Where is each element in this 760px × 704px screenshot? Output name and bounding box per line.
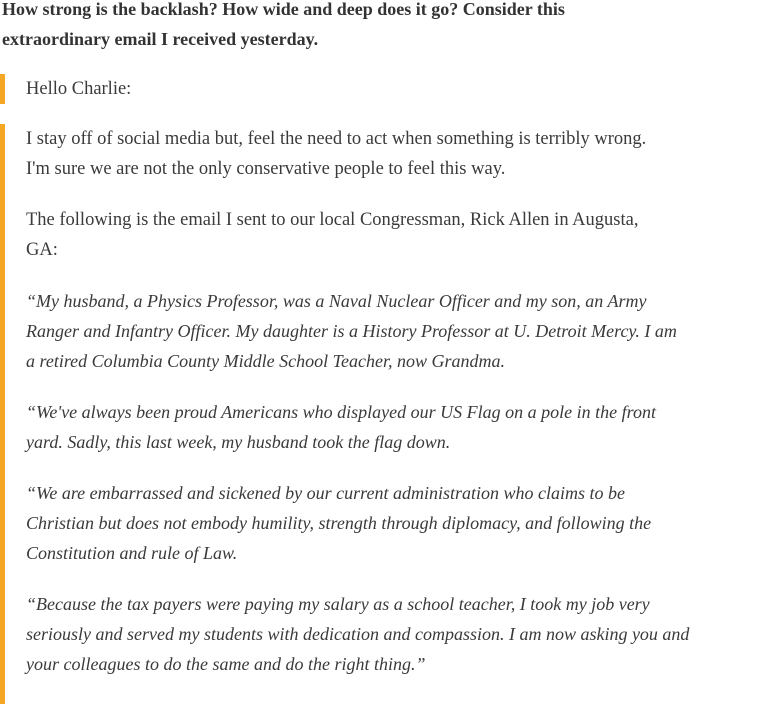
intro-line: extraordinary email I received yesterday. [2, 29, 319, 49]
paragraph-line: Constitution and rule of Law. [26, 543, 238, 563]
paragraph-line: “We've always been proud Americans who displayed our US Flag on a pole in the front [26, 402, 656, 422]
email-paragraph [26, 124, 740, 184]
paragraph-line: The following is the email I sent to our local Congressman, Rick Allen in Augusta, [26, 210, 639, 230]
intro-paragraph [2, 0, 742, 54]
paragraph-line: GA: [26, 240, 58, 260]
paragraph-line: “We are embarrassed and sickened by our current administration who claims to be [26, 483, 625, 503]
paragraph-line: “My husband, a Physics Professor, was a Naval Nuclear Officer and my son, an Army [26, 291, 647, 311]
paragraph-line: yard. Sadly, this last week, my husband took the flag down. [26, 432, 451, 452]
greeting-text: Hello Charlie: [26, 79, 132, 99]
paragraph-line: I'm sure we are not the only conservative people to feel this way. [26, 159, 506, 179]
paragraph-line: your colleagues to do the same and do the right thing.” [26, 654, 426, 674]
paragraph-line: seriously and served my students with dedication and compassion. I am now asking you and [26, 624, 690, 644]
quoted-paragraph [26, 397, 740, 457]
paragraph-line: a retired Columbia County Middle School Teacher, now Grandma. [26, 351, 505, 371]
paragraph-line: “Because the tax payers were paying my salary as a school teacher, I took my job very [26, 594, 650, 614]
paragraph-line: I stay off of social media but, feel the need to act when something is terribly wrong. [26, 129, 647, 149]
greeting-blockquote [0, 74, 740, 104]
quoted-paragraph [26, 589, 740, 679]
intro-line: How strong is the backlash? How wide and deep does it go? Consider this [2, 0, 565, 19]
quoted-paragraph [26, 286, 740, 376]
paragraph-line: Ranger and Infantry Officer. My daughter is a History Professor at U. Detroit Mercy. I am [26, 321, 677, 341]
email-blockquote [0, 124, 740, 704]
paragraph-line: Christian but does not embody humility, strength through diplomacy, and following the [26, 513, 652, 533]
email-paragraph [26, 205, 740, 265]
quoted-paragraph [26, 478, 740, 568]
